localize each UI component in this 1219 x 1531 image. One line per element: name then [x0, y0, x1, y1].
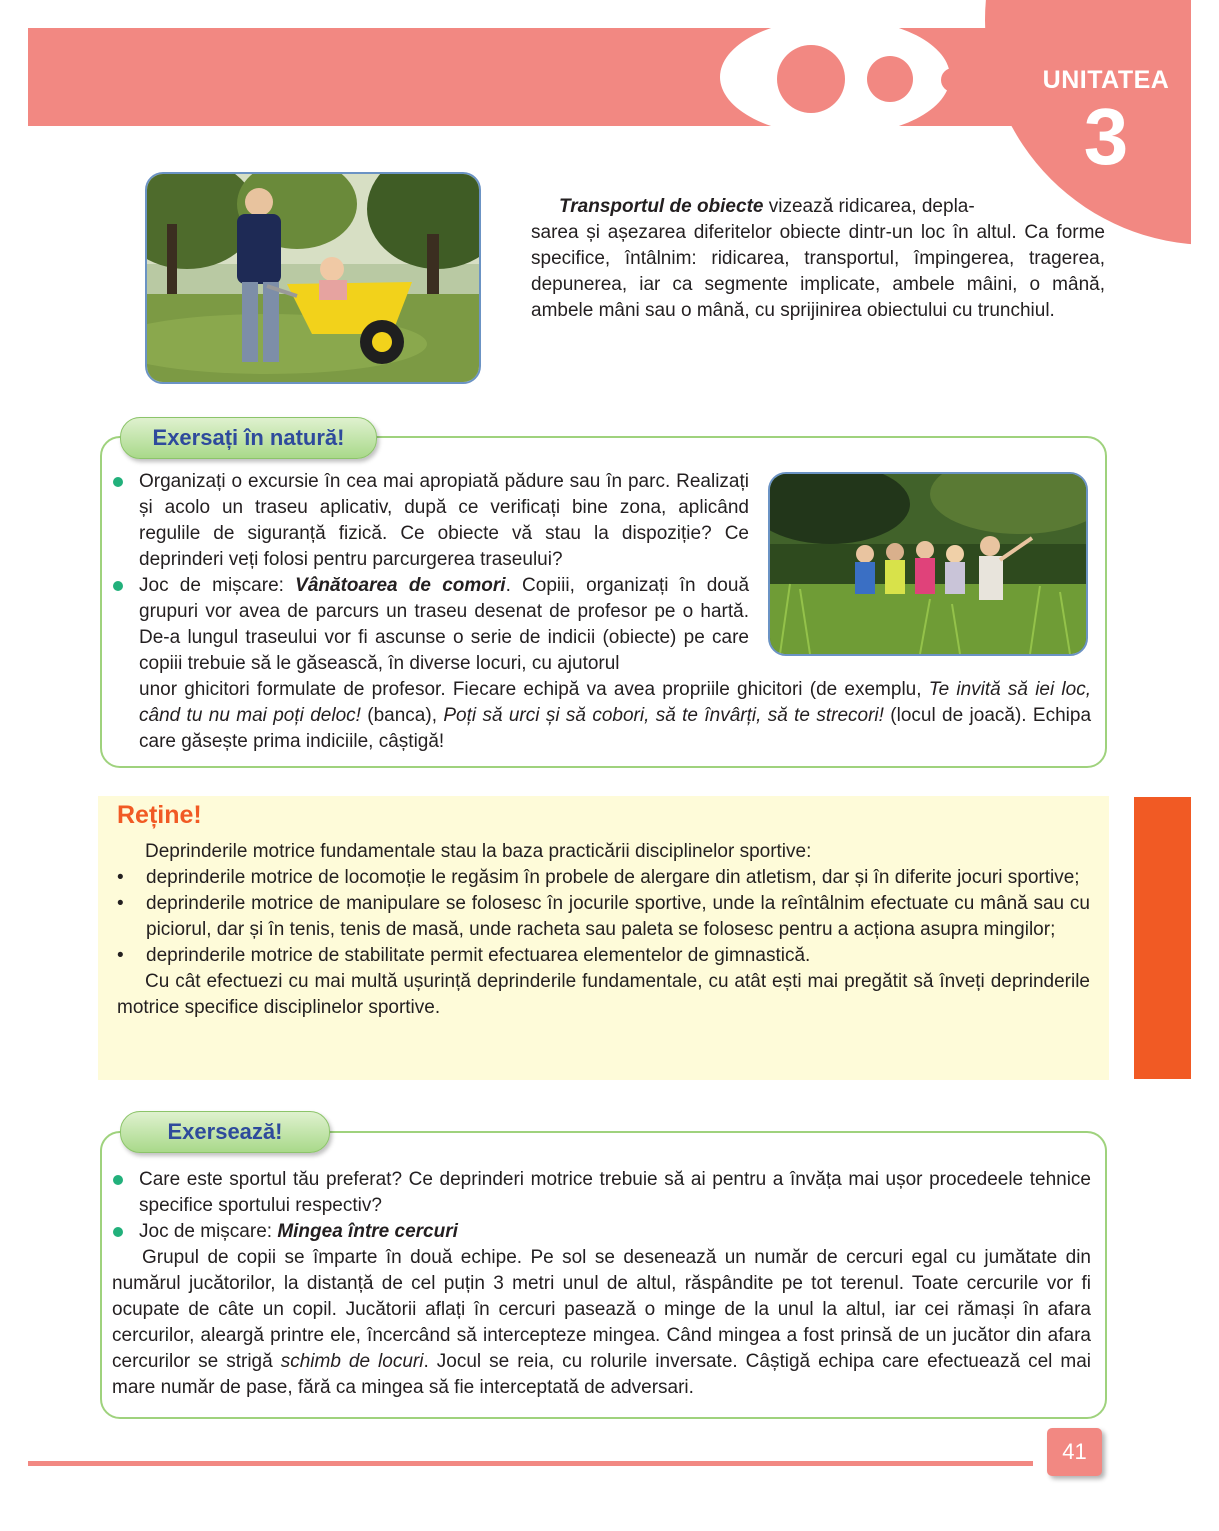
intro-paragraph — [531, 194, 1105, 324]
nature-item-1: Organizați o excursie în cea mai apropiată pădure sau în parc. Realizați și acolo un traseu aplicativ, după ce verificați bine zona, aplicând regulile de siguranță fizică. Ce obiecte vă stau la dispoziție? Ce deprinderi veți folosi pentru parcurgerea traseului? — [139, 471, 749, 570]
nature-item-2 — [139, 573, 749, 677]
nature-bullet-1 — [113, 477, 123, 487]
retine-bullet-3: • deprinderile motrice de stabilitate permit efectuarea elementelor de gimnastică. — [117, 945, 811, 966]
retine-bullet-2: • deprinderile motrice de manipulare se folosesc în jocurile sportive, unde la reîntâlnim efectuate cu mână sau cu piciorul, dar și în tenis, tenis de masă, unde racheta sau paleta se folosesc pentru a acționa asupra mingilor; — [117, 893, 1090, 940]
unit-badge-edge — [1191, 0, 1219, 260]
unit-label: UNITATEA — [1042, 66, 1170, 94]
wheelbarrow-photo — [145, 172, 481, 384]
retine-title: Reține! — [117, 801, 202, 829]
exercise-bullet-1 — [113, 1175, 123, 1185]
riddle-playground-answer: (locul de joacă). Echipa care găsește prima indiciile, câștigă! — [139, 705, 1092, 752]
intro-first-text: vizează ridicarea, depla- — [763, 196, 975, 217]
intro-first-line — [531, 194, 1021, 220]
decor-dot-small — [941, 68, 965, 92]
game-call: schimb de locuri — [280, 1351, 424, 1372]
exercise-title: Exersează! — [120, 1111, 330, 1153]
riddle-playground: Poți să urci și să cobori, să te învârți, să te strecori! — [443, 705, 884, 726]
intro-body: sarea și așezarea diferitelor obiecte dintr-un loc în altul. Ca forme specifice, întâlnim: ridicarea, transportul, împingerea, tragerea, depunerea, iar ca segmente implicate, ambele mâini, o mână, ambele mâni sau o mână, cu sprijinirea obiectului cu trunchiul. — [531, 222, 1105, 321]
page-number: 41 — [1047, 1428, 1102, 1476]
nature-item-2-text: . Copiii, organizați în două grupuri vor avea de parcurs un traseu desenat de profesor pe o hartă. De-a lungul traseului vor fi ascunse o serie de indicii (obiecte) pe care copiii trebuie să le găsească, în diverse locuri, cu ajutorul — [139, 575, 750, 674]
footer-line — [28, 1461, 1033, 1466]
decor-dot-medium — [867, 56, 913, 102]
exercise-item-2-prefix: Joc de mișcare: — [139, 1221, 278, 1242]
decor-dot-large — [777, 45, 845, 113]
retine-bullet-3-text: deprinderile motrice de stabilitate permit efectuarea elementelor de gimnastică. — [146, 945, 811, 966]
nature-item-2-prefix: Joc de mișcare: — [139, 575, 296, 596]
riddle-bench-answer: (banca), — [360, 705, 444, 726]
retine-intro: Deprinderile motrice fundamentale stau la baza practicării disciplinelor sportive: — [145, 841, 812, 862]
unit-number: 3 — [1083, 92, 1129, 181]
retine-bullet-1: • deprinderile motrice de locomoție le regăsim în probele de alergare din atletism, dar și în diferite jocuri sportive; — [117, 867, 1080, 888]
riddle-bench: Te invită să iei loc, când tu nu mai poți deloc! — [139, 679, 1091, 726]
exercise-bullet-2 — [113, 1227, 123, 1237]
exercise-paragraph — [112, 1245, 1091, 1401]
retine-body — [117, 839, 1090, 1021]
nature-item-2-title: Vânătoarea de comori — [295, 575, 506, 596]
exercise-item-1: Care este sportul tău preferat? Ce deprinderi motrice trebuie să ai pentru a învăța mai ușor procedeele tehnice specifice sportului respectiv? — [139, 1169, 1091, 1216]
nature-riddles-text — [139, 677, 1091, 755]
riddles-intro: unor ghicitori formulate de profesor. Fiecare echipă va avea propriile ghicitori (de exemplu, — [139, 679, 929, 700]
game-rules-a: Grupul de copii se împarte în două echipe. Pe sol se desenează un număr de cercuri egal cu jumătate din numărul jucătorilor, la distanță de cel puțin 3 metri unul de altul, răspândite pe tot terenul. Toate cercurile vor fi ocupate de câte un copil. Jucătorii aflați în cercuri pasează o minge de la unul la altul, iar cei rămași în afara cercurilor, aleargă printre ele, încercând să intercepteze mingea. Când mingea a fost prinsă de un jucător din afara cercurilor se strigă — [112, 1247, 1091, 1372]
nature-exercise-title: Exersați în natură! — [120, 417, 377, 459]
retine-bullet-1-text: deprinderile motrice de locomoție le regăsim în probele de alergare din atletism, dar și în diferite jocuri sportive; — [146, 867, 1080, 888]
side-accent-bar — [1134, 797, 1191, 1079]
exercise-item-2 — [139, 1219, 1091, 1245]
children-forest-photo — [768, 472, 1088, 656]
intro-term: Transportul de obiecte — [559, 196, 764, 217]
game-rules-c: . Jocul se reia, cu rolurile inversate. Câștigă echipa care efectuează cel mai mare număr de pase, fără ca mingea să fie interceptată de adversari. — [112, 1351, 1091, 1398]
retine-conclusion: Cu cât efectuezi cu mai multă ușurință deprinderile fundamentale, cu atât ești mai pregătit să înveți deprinderile motrice specifice disciplinelor sportive. — [117, 971, 1090, 1018]
exercise-item-2-title: Mingea între cercuri — [277, 1221, 458, 1242]
retine-bullet-2-text: deprinderile motrice de manipulare se folosesc în jocurile sportive, unde la reîntâlnim efectuate cu mână sau cu piciorul, dar și în tenis, tenis de masă, unde racheta sau paleta se folosesc pentru a acționa asupra mingilor; — [146, 893, 1090, 940]
nature-bullet-2 — [113, 581, 123, 591]
